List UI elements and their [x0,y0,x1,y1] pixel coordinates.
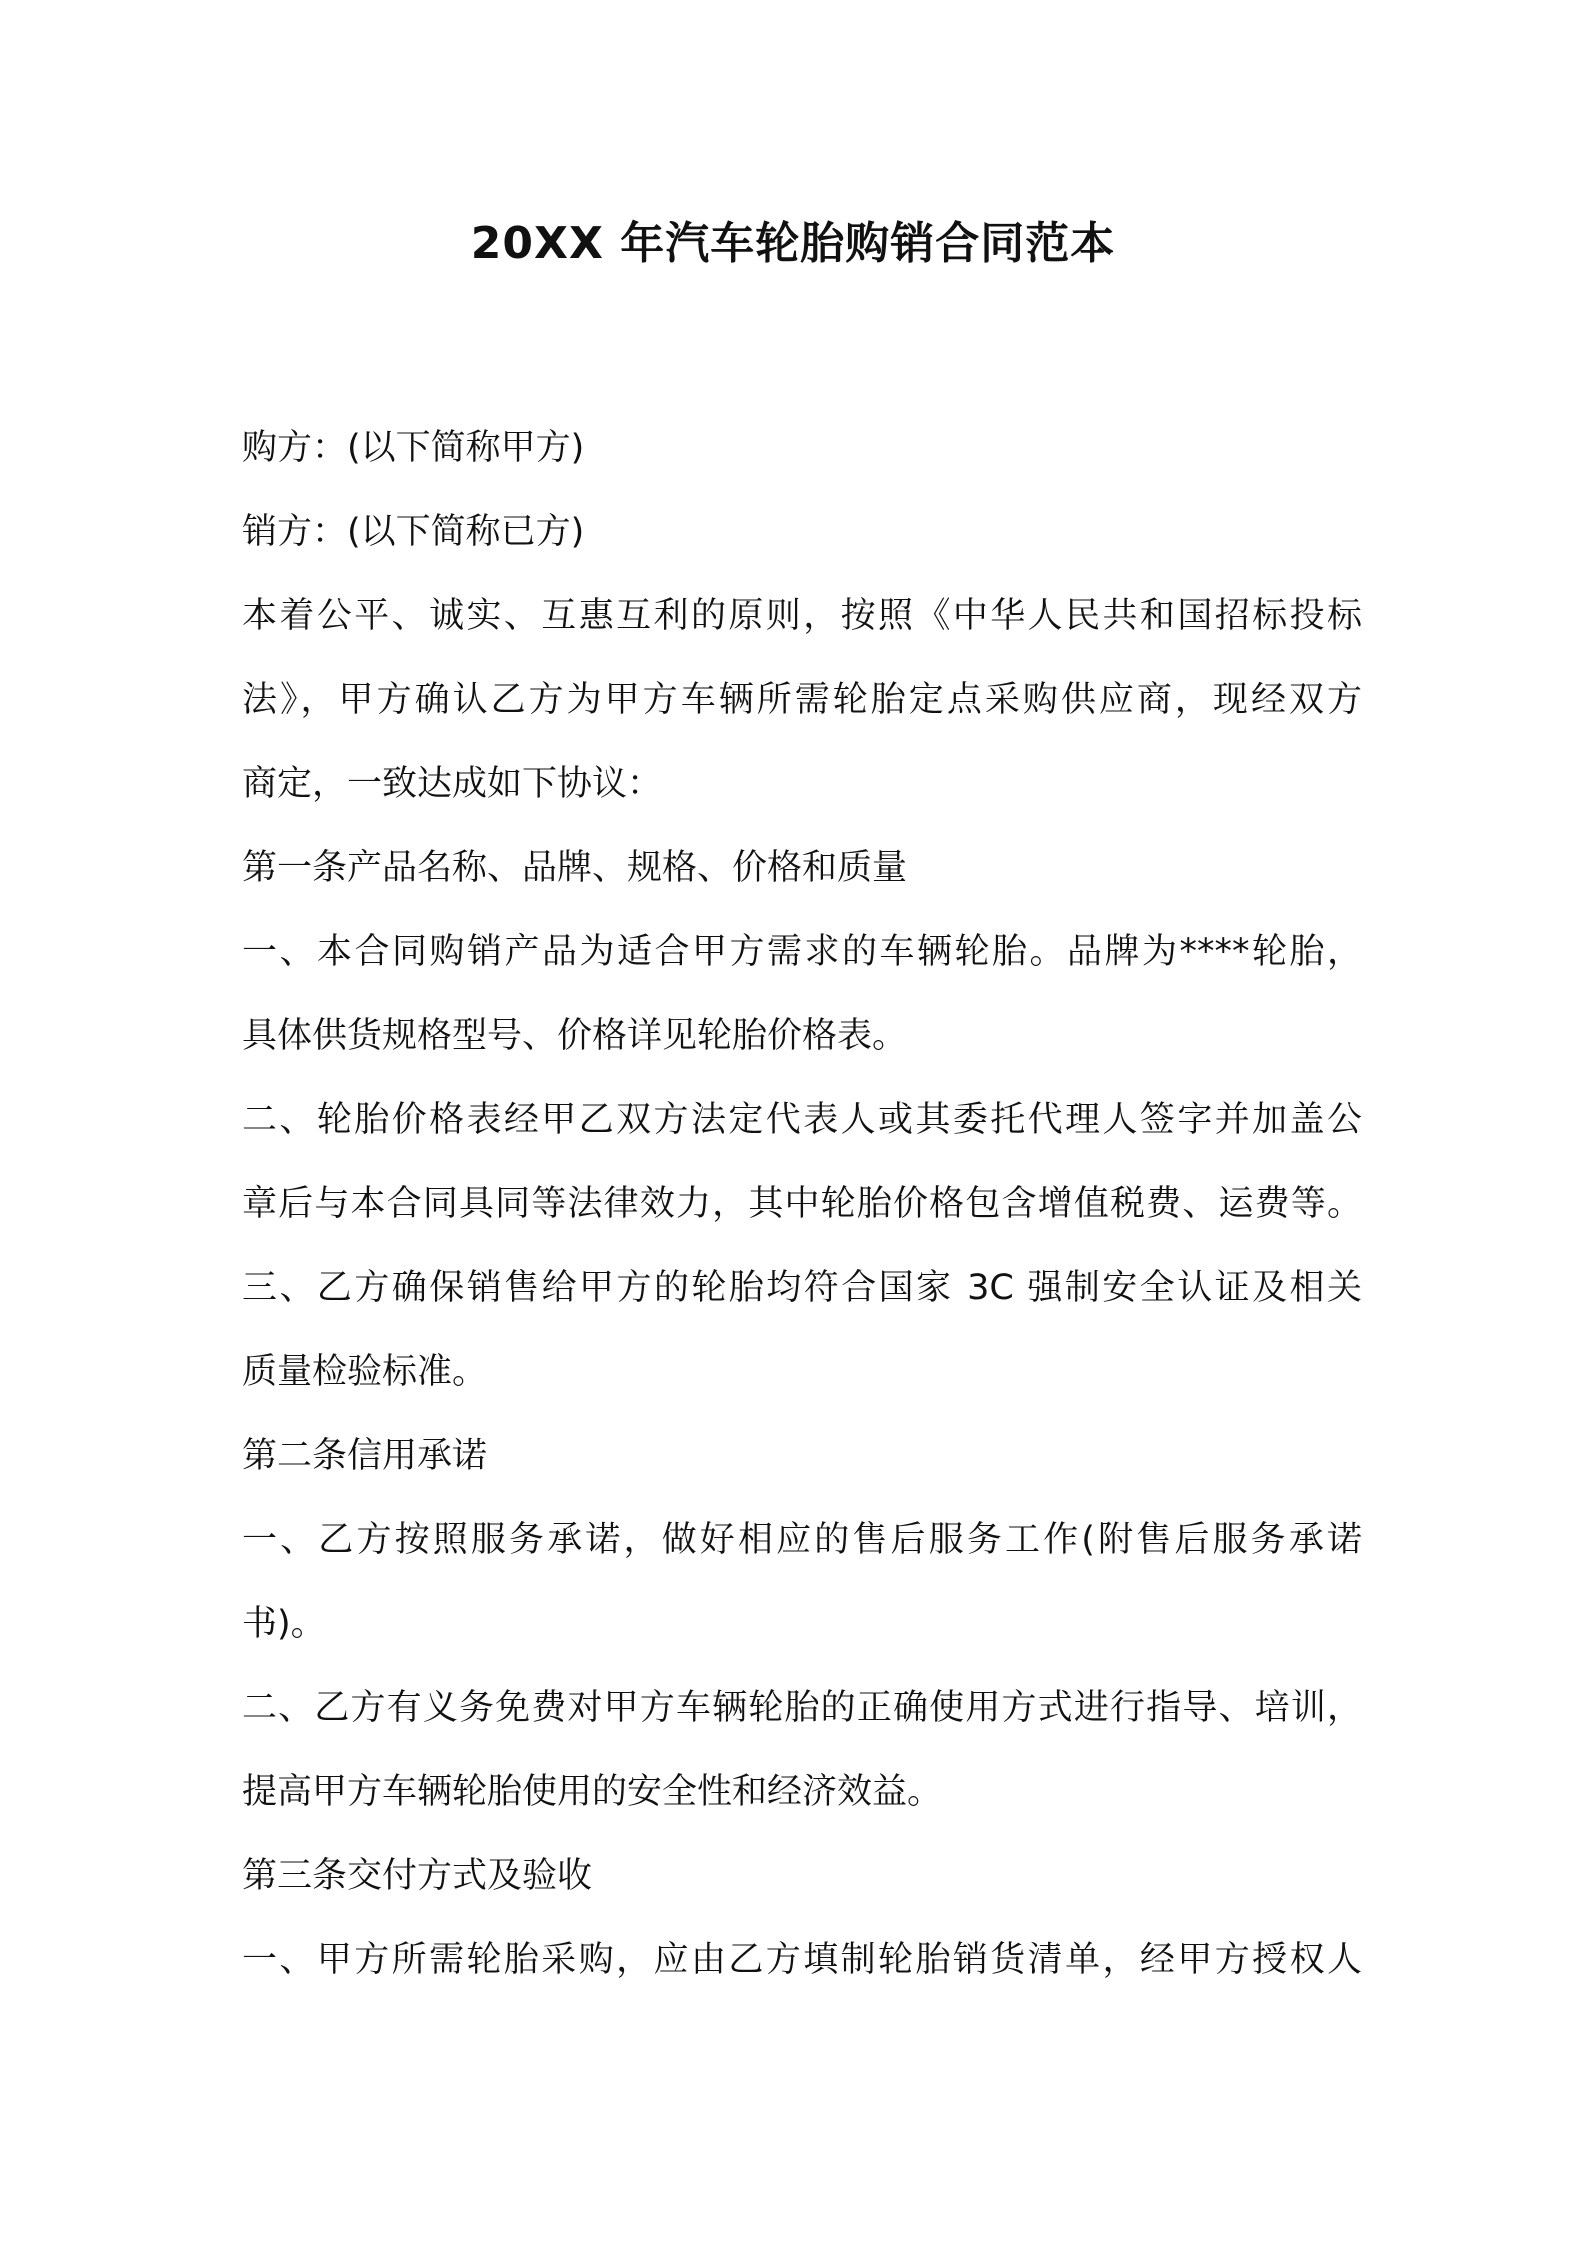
document-body [242,406,1362,2002]
paragraph-line: 三、乙方确保销售给甲方的轮胎均符合国家 3C 强制安全认证及相关 [242,1268,1362,1308]
paragraph-line: 一、本合同购销产品为适合甲方需求的车辆轮胎。品牌为****轮胎， [242,932,1362,972]
paragraph-line: 书)。 [242,1604,326,1644]
paragraph-line: 法》，甲方确认乙方为甲方车辆所需轮胎定点采购供应商，现经双方 [242,680,1362,720]
section-heading: 第一条产品名称、品牌、规格、价格和质量 [242,848,908,888]
paragraph-line: 一、乙方按照服务承诺，做好相应的售后服务工作(附售后服务承诺 [242,1520,1362,1560]
paragraph-line: 二、乙方有义务免费对甲方车辆轮胎的正确使用方式进行指导、培训， [242,1688,1362,1728]
paragraph-line: 一、甲方所需轮胎采购，应由乙方填制轮胎销货清单，经甲方授权人 [242,1940,1362,1980]
section-heading: 第三条交付方式及验收 [242,1856,593,1896]
paragraph-line: 商定，一致达成如下协议： [242,764,663,804]
section-heading: 第二条信用承诺 [242,1436,488,1476]
paragraph-line: 章后与本合同具同等法律效力，其中轮胎价格包含增值税费、运费等。 [242,1184,1362,1224]
document-title: 20XX 年汽车轮胎购销合同范本 [470,218,1116,269]
paragraph-line: 具体供货规格型号、价格详见轮胎价格表。 [242,1016,908,1056]
paragraph-line: 质量检验标准。 [242,1352,488,1392]
paragraph-line: 二、轮胎价格表经甲乙双方法定代表人或其委托代理人签字并加盖公 [242,1100,1362,1140]
seller-line: 销方：(以下简称已方) [242,512,585,552]
paragraph-line: 提高甲方车辆轮胎使用的安全性和经济效益。 [242,1772,943,1812]
paragraph-line: 本着公平、诚实、互惠互利的原则，按照《中华人民共和国招标投标 [242,596,1362,636]
buyer-line: 购方：(以下简称甲方) [242,428,585,468]
